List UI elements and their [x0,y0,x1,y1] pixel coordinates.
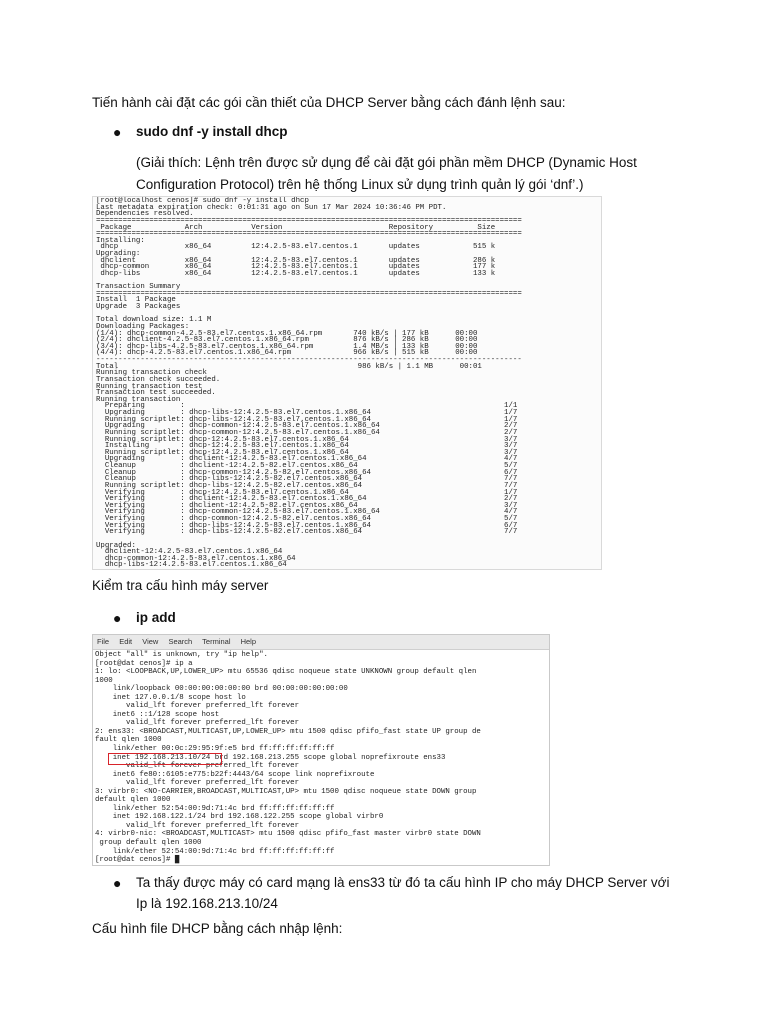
ip-terminal-screenshot [92,634,550,866]
ip-conclusion: Ta thấy được máy có card mạng là ens33 từ đó ta cấu hình IP cho máy DHCP Server với Ip là 192.168.213.10/24 [136,875,670,911]
menu-edit[interactable]: Edit [119,637,133,646]
bullet-dot: ● [113,124,122,140]
check-config-heading: Kiểm tra cấu hình máy server [92,578,269,593]
install-explanation: (Giải thích: Lệnh trên được sử dụng để cài đặt gói phần mềm DHCP (Dynamic Host Configuration Protocol) trên hệ thống Linux sử dụng trình quản lý gói ‘dnf’.) [136,155,637,192]
install-terminal-screenshot [92,196,602,570]
bullet-dot: ● [113,875,122,891]
menu-search[interactable]: Search [168,637,193,646]
install-command: sudo dnf -y install dhcp [136,124,288,139]
ip-terminal-output: Object "all" is unknown, try "ip help". [root@dat cenos]# ip a 1: lo: <LOOPBACK,UP,LOWER_UP> mtu 65536 qdisc noqueue state UNKNOWN group default qlen 1000 link/loopback 00:00:00:00:00:00 brd 00:00:00:00:00:00 inet 127.0.0.1/8 scope host lo valid_lft forever preferred_lft forever inet6 ::1/128 scope host valid_lft forever preferred_lft forever 2: ens33: <BROADCAST,MULTICAST,UP,LOWER_UP> mtu 1500 qdisc pfifo_fast state UP group de fault qlen 1000 link/ether 00:0c:29:95:9f:e5 brd ff:ff:ff:ff:ff:ff inet 192.168.213.10/24 brd 192.168.213.255 scope global noprefixroute ens33 valid_lft forever preferred_lft forever inet6 fe80::6105:e775:b22f:4443/64 scope link noprefixroute valid_lft forever preferred_lft forever 3: virbr0: <NO-CARRIER,BROADCAST,MULTICAST,UP> mtu 1500 qdisc noqueue state DOWN group default qlen 1000 link/ether 52:54:00:9d:71:4c brd ff:ff:ff:ff:ff:ff inet 192.168.122.1/24 brd 192.168.122.255 scope global virbr0 valid_lft forever preferred_lft forever 4: virbr0-nic: <BROADCAST,MULTICAST> mtu 1500 qdisc pfifo_fast master virbr0 state DOWN group default qlen 1000 link/ether 52:54:00:9d:71:4c brd ff:ff:ff:ff:ff:ff [root@dat cenos]# █ [95,651,481,865]
menu-terminal[interactable]: Terminal [202,637,231,646]
intro-paragraph: Tiến hành cài đặt các gói cần thiết của DHCP Server bằng cách đánh lệnh sau: [92,95,566,110]
menu-help[interactable]: Help [240,637,257,646]
ip-highlight-box [108,753,222,765]
install-terminal-output: [root@localhost cenos]# sudo dnf -y install dhcp Last metadata expiration check: 0:01:31 ago on Sun 17 Mar 2024 10:36:46 PM PDT. Dependencies resolved. ================================================================================================ Package Arch Version Repository Size ================================================================================================ Installing: dhcp x86_64 12:4.2.5-83.el7.centos.1 updates 515 k Upgrading: dhclient x86_64 12:4.2.5-83.el7.centos.1 updates 286 k dhcp-common x86_64 12:4.2.5-83.el7.centos.1 updates 177 k dhcp-libs x86_64 12:4.2.5-83.el7.centos.1 updates 133 k Transaction Summary ================================================================================================ Install 1 Package Upgrade 3 Packages Total download size: 1.1 M Downloading Packages: (1/4): dhcp-common-4.2.5-83.el7.centos.1.x86_64.rpm 740 kB/s | 177 kB 00:00 (2/4): dhclient-4.2.5-83.el7.centos.1.x86_64.rpm 876 kB/s | 286 kB 00:00 (3/4): dhcp-libs-4.2.5-83.el7.centos.1.x86_64.rpm 1.4 MB/s | 133 kB 00:00 (4/4): dhcp-4.2.5-83.el7.centos.1.x86_64.rpm 966 kB/s | 515 kB 00:00 ------------------------------------------------------------------------------------------------ Total 986 kB/s | 1.1 MB 00:01 Running transaction check Transaction check succeeded. Running transaction test Transaction test succeeded. Running transaction Preparing : 1/1 Upgrading : dhcp-libs-12:4.2.5-83.el7.centos.1.x86_64 1/7 Running scriptlet: dhcp-libs-12:4.2.5-83.el7.centos.1.x86_64 1/7 Upgrading : dhcp-common-12:4.2.5-83.el7.centos.1.x86_64 2/7 Running scriptlet: dhcp-common-12:4.2.5-83.el7.centos.1.x86_64 2/7 Running scriptlet: dhcp-12:4.2.5-83.el7.centos.1.x86_64 3/7 Installing : dhcp-12:4.2.5-83.el7.centos.1.x86_64 3/7 Running scriptlet: dhcp-12:4.2.5-83.el7.centos.1.x86_64 3/7 Upgrading : dhclient-12:4.2.5-83.el7.centos.1.x86_64 4/7 Cleanup : dhclient-12:4.2.5-82.el7.centos.x86_64 5/7 Cleanup : dhcp-common-12:4.2.5-82.el7.centos.x86_64 6/7 Cleanup : dhcp-libs-12:4.2.5-82.el7.centos.x86_64 7/7 Running scriptlet: dhcp-libs-12:4.2.5-82.el7.centos.x86_64 7/7 Verifying : dhcp-12:4.2.5-83.el7.centos.1.x86_64 1/7 Verifying : dhclient-12:4.2.5-83.el7.centos.1.x86_64 2/7 Verifying : dhclient-12:4.2.5-82.el7.centos.x86_64 3/7 Verifying : dhcp-common-12:4.2.5-83.el7.centos.1.x86_64 4/7 Verifying : dhcp-common-12:4.2.5-82.el7.centos.x86_64 5/7 Verifying : dhcp-libs-12:4.2.5-83.el7.centos.1.x86_64 6/7 Verifying : dhcp-libs-12:4.2.5-82.el7.centos.x86_64 7/7 Upgraded: dhclient-12:4.2.5-83.el7.centos.1.x86_64 dhcp-common-12:4.2.5-83.el7.centos.1.x86_64 dhcp-libs-12:4.2.5-83.el7.centos.1.x86_64 [96,197,522,570]
menu-view[interactable]: View [142,637,159,646]
menu-file[interactable]: File [97,637,110,646]
ip-command: ip add [136,610,176,625]
terminal-menubar [93,635,549,650]
dhcp-config-heading: Cấu hình file DHCP bằng cách nhập lệnh: [92,921,343,936]
bullet-dot: ● [113,610,122,626]
